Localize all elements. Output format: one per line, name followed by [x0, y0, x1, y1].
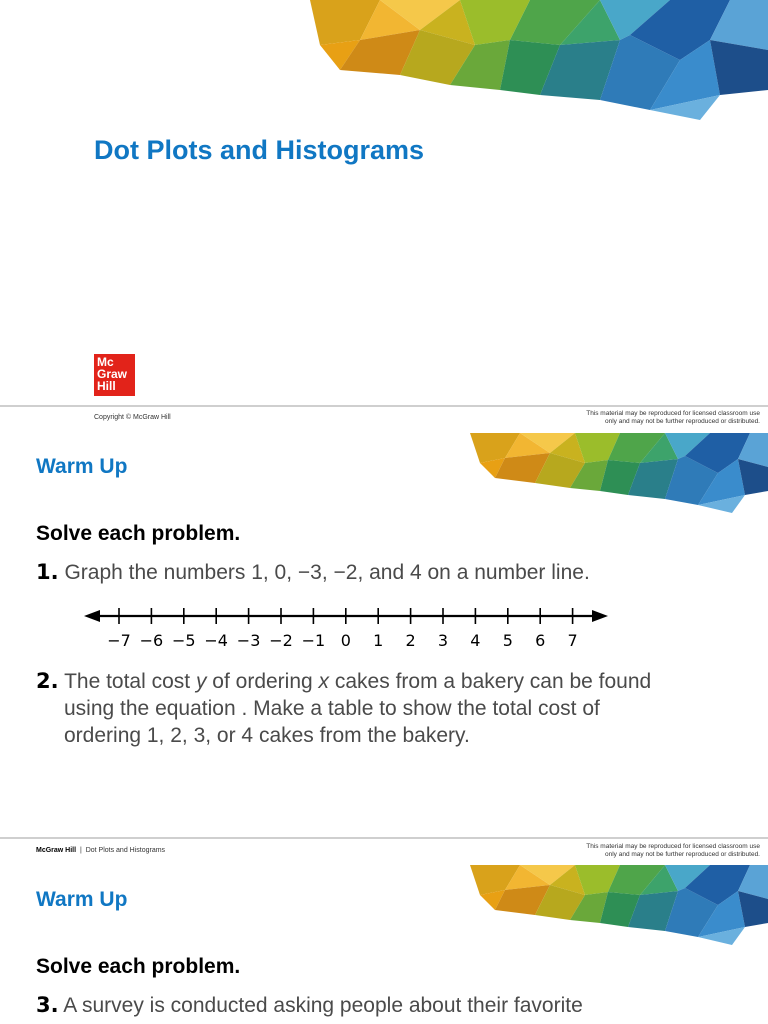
slide-footer: McGraw Hill | Dot Plots and Histograms [36, 847, 166, 854]
right-arrow-icon [592, 610, 608, 622]
problem-number: 1. [36, 560, 59, 584]
presentation-title: Dot Plots and Histograms [94, 135, 425, 165]
problem-text: Graph the numbers 1, 0, −3, −2, and 4 on a number line. [64, 561, 590, 584]
title-slide [0, 0, 768, 405]
low-poly-banner-graphic [300, 0, 768, 125]
warm-up-heading: Warm Up [36, 455, 128, 478]
problem-3 [36, 992, 726, 1019]
tick-label: 4 [470, 631, 481, 650]
reproduction-note: This material may be reproduced for licensed classroom use only and may not be further reproduced or distributed. [586, 410, 760, 425]
tick-label: 5 [502, 631, 513, 650]
tick-label: 3 [437, 631, 449, 650]
mcgraw-hill-logo: Mc Graw Hill [94, 354, 135, 396]
number-line [84, 602, 608, 652]
tick-label: −4 [204, 631, 228, 650]
problem-1 [36, 559, 726, 586]
problem-text: A survey is conducted asking people about their favorite [63, 994, 583, 1017]
problem-number: 3. [36, 993, 59, 1017]
problem-2: 2. The total cost y of ordering x cakes from a bakery can be found using the equation . Make a table to show the total cost of ordering 1, 2, 3, or 4 cakes from the bakery. [36, 669, 652, 747]
instruction-text: Solve each problem. [36, 955, 241, 978]
tick-label: 7 [567, 631, 578, 650]
low-poly-banner-graphic [470, 433, 768, 513]
tick-label: −1 [301, 631, 326, 650]
tick-label: −3 [236, 631, 261, 650]
warm-up-heading: Warm Up [36, 888, 128, 911]
tick-label: 1 [373, 631, 384, 650]
instruction-text: Solve each problem. [36, 522, 241, 545]
tick-label: −7 [107, 631, 131, 650]
tick-label: −2 [269, 631, 293, 650]
low-poly-banner-graphic [470, 865, 768, 945]
variable-x: x [318, 670, 330, 693]
variable-y: y [195, 670, 207, 693]
tick-label: −5 [172, 631, 196, 650]
tick-label: −6 [139, 631, 164, 650]
tick-label: 6 [535, 631, 546, 650]
problem-number: 2. [36, 669, 59, 693]
copyright-text: Copyright © McGraw Hill [94, 414, 171, 421]
reproduction-note: This material may be reproduced for licensed classroom use only and may not be further reproduced or distributed. [586, 843, 760, 858]
tick-label: 2 [405, 631, 416, 650]
tick-label: 0 [340, 631, 351, 650]
left-arrow-icon [84, 610, 100, 622]
